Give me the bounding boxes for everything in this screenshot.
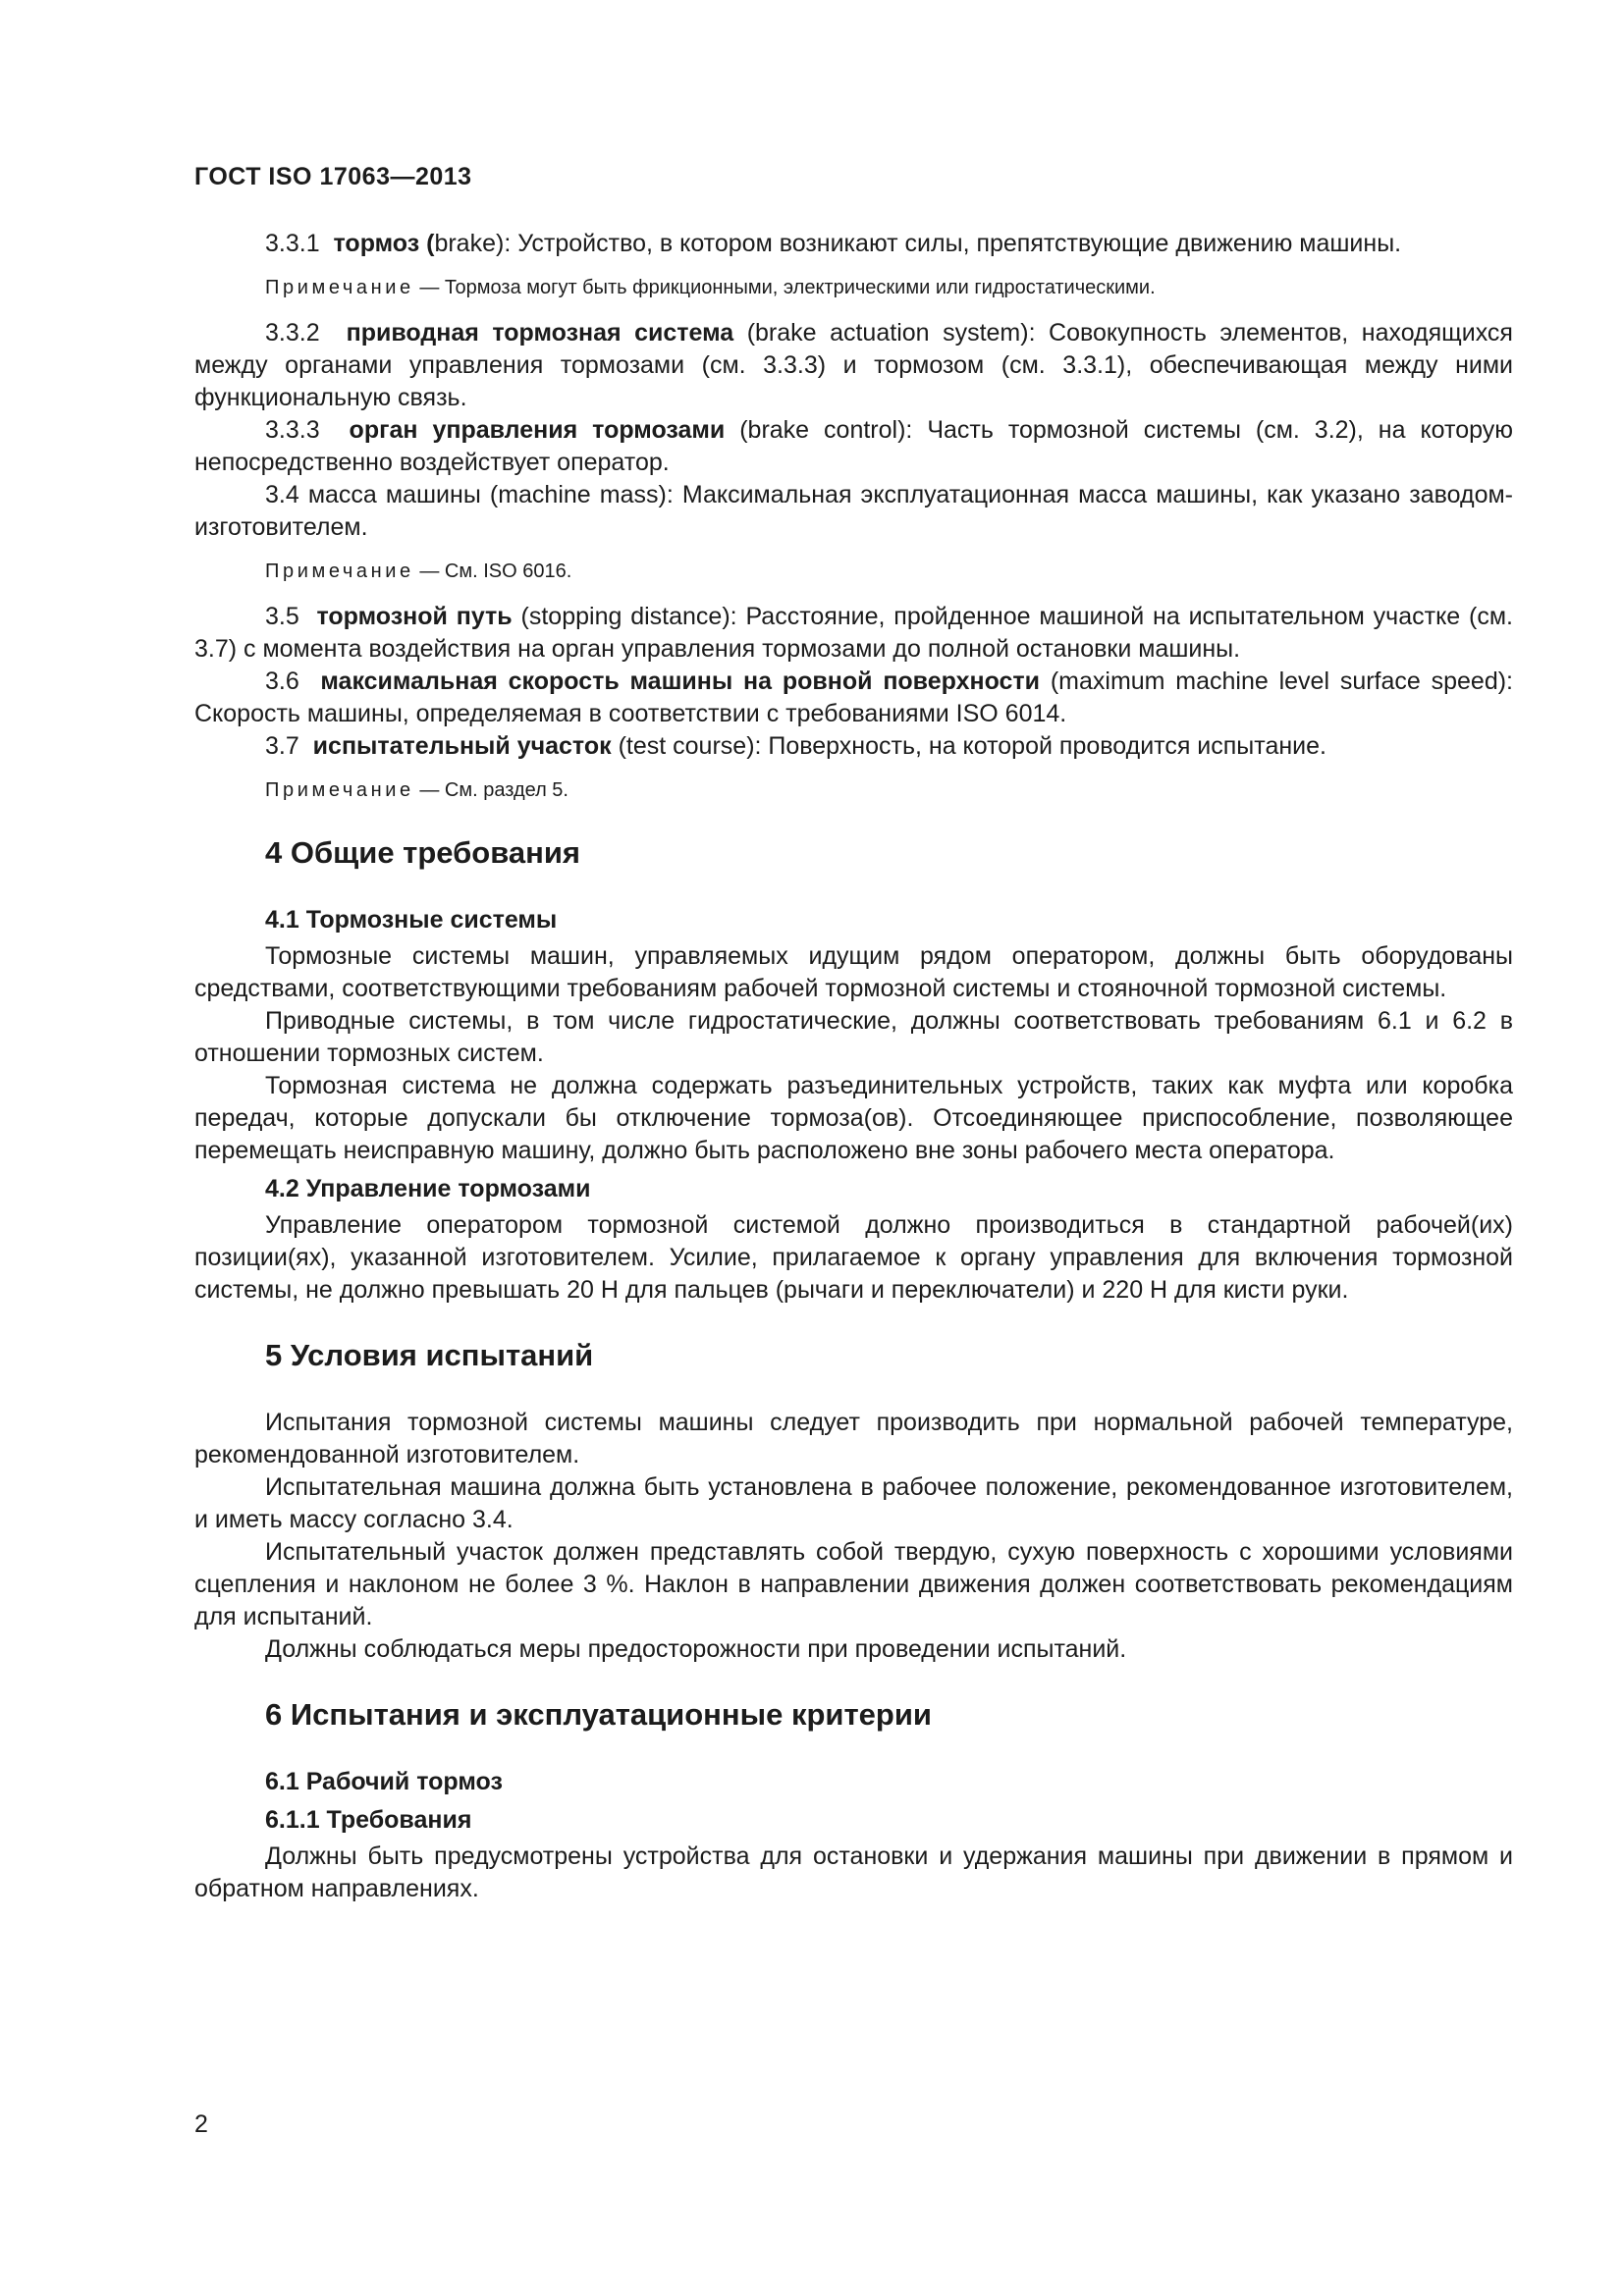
section-4-1-heading: 4.1 Тормозные системы (265, 906, 558, 934)
item-3-4: 3.4 масса машины (machine mass): Максимальная эксплуатационная масса машины, как указано заводом-изготовителем. (194, 481, 1513, 541)
note: Примечание — См. ISO 6016. (265, 561, 572, 582)
section-6-heading: 6 Испытания и эксплуатационные критерии (265, 1697, 932, 1732)
section-5-heading: 5 Условия испытаний (265, 1338, 594, 1372)
item-3-3-2: 3.3.2 приводная тормозная система (brake actuation system): Совокупность элементов, находящихся между органами управления тормозами (см. 3.3.3) и тормозом (см. 3.3.1), обеспечивающая между ними функциональную связь. (194, 319, 1513, 411)
document-header: ГОСТ ISO 17063—2013 (194, 163, 472, 190)
section-6-1-1-heading: 6.1.1 Требования (265, 1806, 472, 1834)
section-6-1-heading: 6.1 Рабочий тормоз (265, 1768, 503, 1795)
section-4-heading: 4 Общие требования (265, 835, 580, 870)
paragraph: Испытательный участок должен представлять собой твердую, сухую поверхность с хорошими условиями сцепления и наклоном не более 3 %. Наклон в направлении движения должен соответствовать рекомендациям для испытаний. (194, 1538, 1513, 1630)
paragraph: Должны быть предусмотрены устройства для остановки и удержания машины при движении в прямом и обратном направлениях. (194, 1842, 1513, 1902)
paragraph: Управление оператором тормозной системой должно производиться в стандартной рабочей(их) позиции(ях), указанной изготовителем. Усилие, прилагаемое к органу управления для включения тормозной системы, не должно превышать 20 Н для пальцев (рычаги и переключатели) и 220 Н для кисти руки. (194, 1211, 1513, 1304)
note: Примечание — Тормоза могут быть фрикционными, электрическими или гидростатическими. (265, 277, 1156, 298)
item-3-5: 3.5 тормозной путь (stopping distance): Расстояние, пройденное машиной на испытательном участке (см. 3.7) с момента воздействия на орган управления тормозами до полной остановки машины. (194, 603, 1514, 663)
paragraph: Тормозная система не должна содержать разъединительных устройств, таких как муфта или коробка передач, которые допускали бы отключение тормоза(ов). Отсоединяющее приспособление, позволяющее перемещать неисправную машину, должно быть расположено вне зоны рабочего места оператора. (194, 1072, 1513, 1164)
note-label: Примечание (265, 277, 414, 298)
paragraph: Тормозные системы машин, управляемых идущим рядом оператором, должны быть оборудованы средствами, соответствующими требованиям рабочей тормозной системы и стояночной тормозной системы. (194, 942, 1513, 1002)
page-number: 2 (194, 2110, 208, 2138)
paragraph: Приводные системы, в том числе гидростатические, должны соответствовать требованиям 6.1 и 6.2 в отношении тормозных систем. (194, 1007, 1513, 1067)
paragraph: Испытания тормозной системы машины следует производить при нормальной рабочей температуре, рекомендованной изготовителем. (194, 1409, 1513, 1468)
paragraph: Испытательная машина должна быть установлена в рабочее положение, рекомендованное изготовителем, и иметь массу согласно 3.4. (194, 1473, 1513, 1533)
note: Примечание — См. раздел 5. (265, 779, 568, 801)
document-body (194, 228, 1513, 1905)
note-label: Примечание (265, 561, 414, 582)
item-3-6: 3.6 максимальная скорость машины на ровной поверхности (maximum machine level surface speed): Скорость машины, определяемая в соответствии с требованиями ISO 6014. (194, 667, 1513, 727)
item-3-3-1: 3.3.1 тормоз (brake): Устройство, в котором возникают силы, препятствующие движению машины. (265, 230, 1402, 257)
item-3-7: 3.7 испытательный участок (test course): Поверхность, на которой проводится испытание. (265, 732, 1326, 760)
section-4-2-heading: 4.2 Управление тормозами (265, 1175, 591, 1202)
paragraph: Должны соблюдаться меры предосторожности при проведении испытаний. (265, 1635, 1127, 1663)
item-3-3-3: 3.3.3 орган управления тормозами (brake control): Часть тормозной системы (см. 3.2), на которую непосредственно воздействует оператор. (194, 416, 1513, 476)
note-label: Примечание (265, 779, 414, 801)
